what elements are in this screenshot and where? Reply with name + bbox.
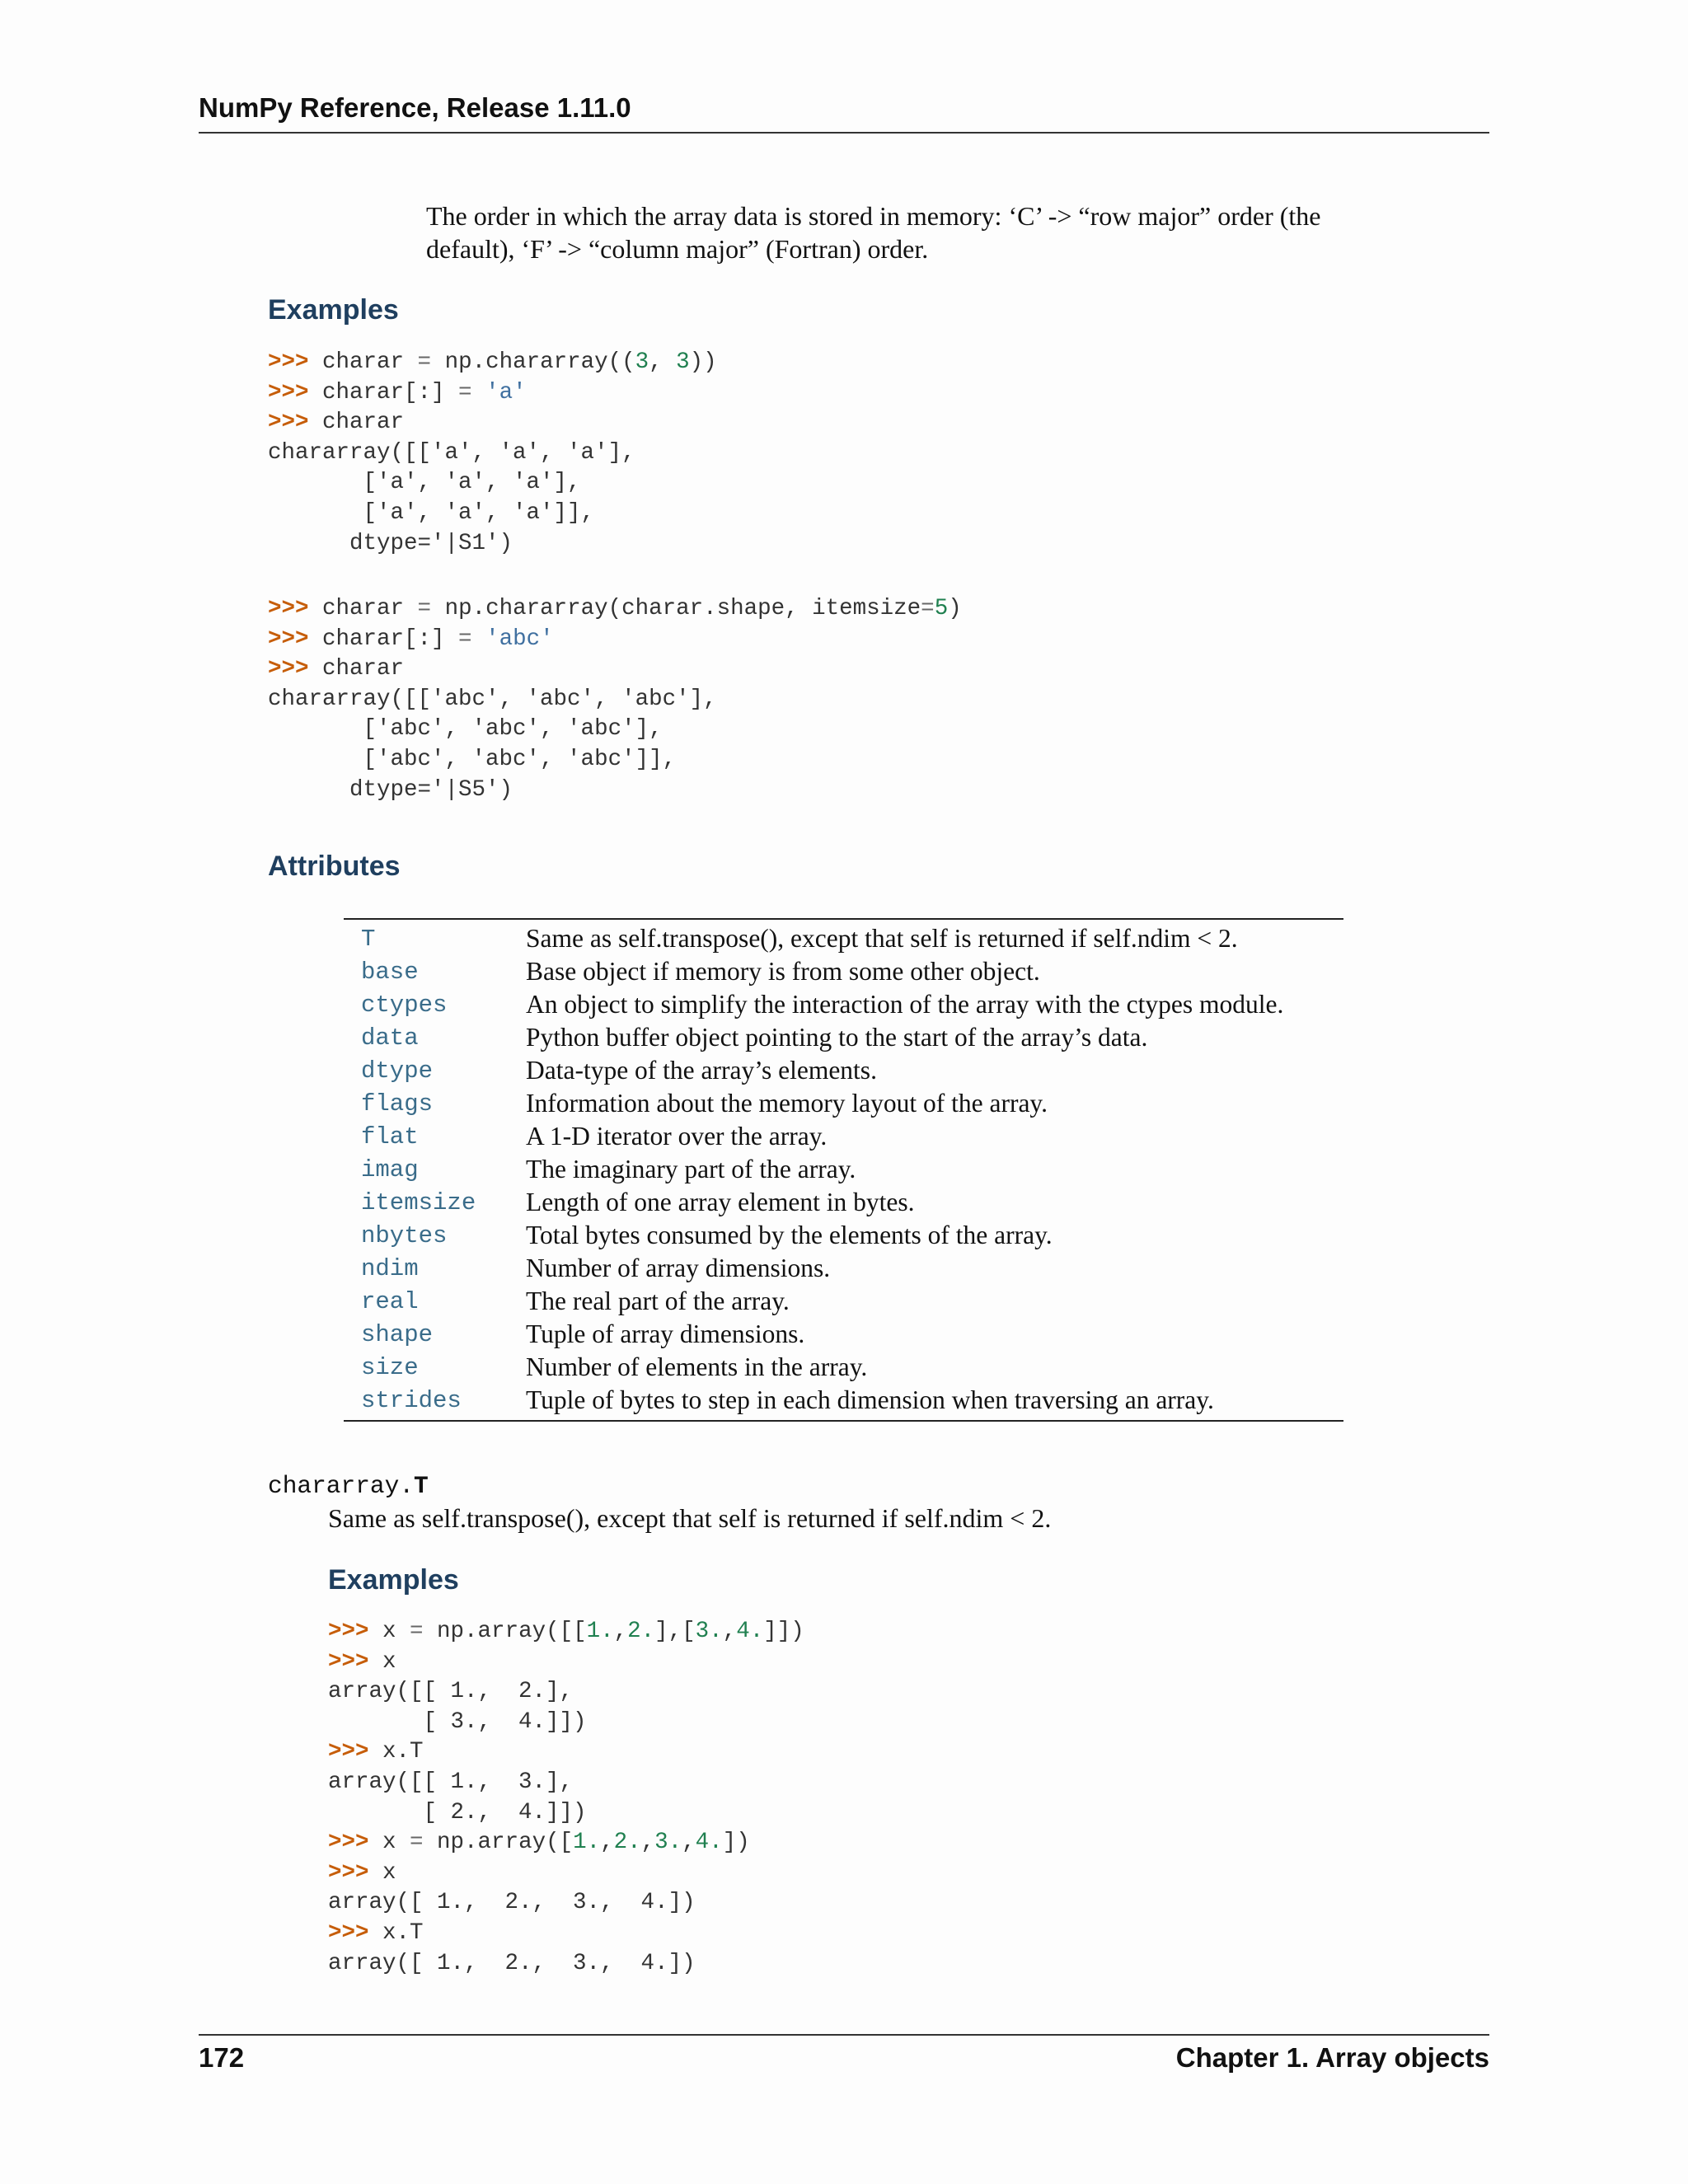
- code-token: [472, 626, 486, 652]
- attribute-description: Same as self.transpose(), except that self is returned if self.ndim < 2.: [526, 924, 1238, 953]
- code-token: chararray([['a', 'a', 'a'],: [268, 439, 635, 466]
- attribute-description: Number of array dimensions.: [526, 1254, 831, 1282]
- code-token: ): [948, 596, 962, 621]
- code-line: [328, 1798, 804, 1829]
- code-token: =: [417, 596, 432, 621]
- code-line: [328, 1647, 804, 1678]
- attribute-name-link[interactable]: imag: [361, 1155, 419, 1183]
- code-token: array([ 1., 2., 3., 4.]): [328, 1950, 696, 1976]
- code-block-1: [268, 348, 717, 559]
- attribute-name-link[interactable]: real: [361, 1287, 419, 1315]
- attribute-row: [344, 1054, 1343, 1087]
- code-token: ,: [600, 1830, 614, 1856]
- code-token: x: [382, 1648, 396, 1675]
- code-token: ['a', 'a', 'a'],: [268, 470, 581, 496]
- attribute-row: [344, 1384, 1343, 1417]
- code-prompt: >>>: [268, 379, 323, 405]
- attribute-row: [344, 988, 1343, 1021]
- attribute-name-link[interactable]: strides: [361, 1386, 462, 1414]
- code-token: charar: [322, 410, 405, 436]
- code-token: ]): [722, 1830, 750, 1856]
- code-token: ['abc', 'abc', 'abc']],: [268, 746, 677, 772]
- code-token: x: [382, 1619, 410, 1644]
- attribute-name-link[interactable]: itemsize: [361, 1188, 476, 1216]
- attribute-row: [344, 922, 1343, 955]
- examples-heading-2: Examples: [328, 1564, 459, 1596]
- order-text-line-1: The order in which the array data is stored in memory: ‘C’ -> “row major” order (the: [426, 201, 1321, 231]
- code-prompt: >>>: [328, 1739, 383, 1765]
- attribute-name-link[interactable]: data: [361, 1024, 419, 1052]
- attribute-name-link[interactable]: T: [361, 925, 376, 953]
- code-line: [268, 776, 962, 806]
- code-token: 5: [934, 596, 949, 621]
- code-line: [328, 1708, 804, 1738]
- code-prompt: >>>: [268, 596, 323, 621]
- code-line: [328, 1858, 804, 1889]
- code-line: [328, 1888, 804, 1919]
- code-token: 4.: [695, 1830, 723, 1856]
- attribute-name-link[interactable]: ctypes: [361, 991, 448, 1019]
- attribute-name-link[interactable]: flat: [361, 1122, 419, 1151]
- code-token: =: [458, 626, 472, 652]
- attribute-description: Number of elements in the array.: [526, 1352, 868, 1381]
- running-footer: [199, 2034, 1489, 2074]
- code-token: =: [410, 1830, 424, 1856]
- code-line: [268, 594, 962, 625]
- attribute-name-link[interactable]: flags: [361, 1090, 434, 1118]
- code-token: charar: [322, 349, 418, 375]
- signature-name: T: [414, 1472, 429, 1500]
- code-token: ['abc', 'abc', 'abc'],: [268, 716, 663, 743]
- code-token: 2.: [613, 1830, 641, 1856]
- code-token: np.array([[: [423, 1619, 587, 1644]
- code-token: =: [458, 379, 472, 405]
- code-token: 1.: [586, 1619, 614, 1644]
- attributes-table: [344, 918, 1343, 1422]
- attribute-row: [344, 1285, 1343, 1318]
- code-line: [268, 499, 717, 529]
- code-token: 1.: [573, 1830, 601, 1856]
- code-token: ,: [722, 1619, 737, 1644]
- code-token: ,: [682, 1830, 696, 1856]
- attribute-name-link[interactable]: nbytes: [361, 1221, 448, 1249]
- code-token: [ 2., 4.]]): [328, 1799, 587, 1825]
- code-token: 3: [635, 349, 649, 375]
- code-prompt: >>>: [268, 349, 323, 375]
- code-line: [268, 529, 717, 560]
- code-line: [268, 715, 962, 745]
- code-prompt: >>>: [328, 1859, 383, 1886]
- code-token: dtype='|S5'): [268, 776, 513, 803]
- chapter-title: Chapter 1. Array objects: [1175, 2042, 1489, 2073]
- examples-heading: Examples: [268, 294, 399, 326]
- attribute-name-link[interactable]: size: [361, 1353, 419, 1381]
- code-prompt: >>>: [328, 1919, 383, 1946]
- code-token: [472, 380, 486, 405]
- attribute-row: [344, 1219, 1343, 1252]
- order-parameter-description: [426, 199, 1415, 265]
- code-line: [268, 685, 962, 715]
- attribute-row: [344, 1252, 1343, 1285]
- code-token: charar: [322, 596, 418, 621]
- code-token: np.chararray(charar.shape, itemsize: [431, 596, 921, 621]
- attribute-description: Tuple of bytes to step in each dimension when traversing an array.: [526, 1385, 1214, 1414]
- code-token: array([[ 1., 2.],: [328, 1679, 574, 1705]
- code-line: [268, 378, 717, 409]
- code-token: array([ 1., 2., 3., 4.]): [328, 1890, 696, 1916]
- signature-prefix: chararray.: [268, 1472, 415, 1500]
- attribute-name-link[interactable]: ndim: [361, 1254, 419, 1282]
- code-token: ]]): [763, 1619, 804, 1644]
- code-prompt: >>>: [328, 1830, 383, 1856]
- code-line: [268, 745, 962, 776]
- attribute-description: Information about the memory layout of the array.: [526, 1089, 1048, 1118]
- attribute-row: [344, 1351, 1343, 1384]
- method-signature: [268, 1472, 429, 1500]
- code-token: ],[: [654, 1619, 696, 1644]
- code-line: [328, 1677, 804, 1708]
- order-text-line-2: default), ‘F’ -> “column major” (Fortran) order.: [426, 234, 929, 264]
- attribute-row: [344, 1087, 1343, 1120]
- attribute-name-link[interactable]: base: [361, 958, 419, 986]
- code-token: 3.: [654, 1830, 682, 1856]
- code-token: x: [382, 1830, 410, 1856]
- code-token: [ 3., 4.]]): [328, 1708, 587, 1735]
- code-line: [268, 348, 717, 378]
- code-line: [268, 438, 717, 469]
- code-line: [328, 1768, 804, 1798]
- code-token: 'a': [485, 379, 527, 405]
- code-line: [328, 1617, 804, 1647]
- code-token: x.T: [382, 1739, 424, 1765]
- code-prompt: >>>: [328, 1619, 383, 1644]
- code-token: x: [382, 1859, 396, 1886]
- code-token: np.chararray((: [431, 349, 635, 375]
- code-block-3: [328, 1617, 804, 1979]
- code-line: [268, 408, 717, 438]
- attribute-description: An object to simplify the interaction of the array with the ctypes module.: [526, 990, 1284, 1019]
- code-line: [328, 1828, 804, 1858]
- attribute-description: Data-type of the array’s elements.: [526, 1056, 877, 1085]
- code-token: ,: [649, 349, 677, 375]
- attribute-description: A 1-D iterator over the array.: [526, 1122, 828, 1151]
- attribute-row: [344, 1186, 1343, 1219]
- code-token: =: [921, 596, 935, 621]
- code-token: 3.: [695, 1619, 723, 1644]
- code-token: )): [689, 349, 717, 375]
- code-token: ,: [640, 1830, 655, 1856]
- code-token: charar[:]: [322, 626, 459, 652]
- attribute-row: [344, 1021, 1343, 1054]
- code-block-2: [268, 594, 962, 805]
- code-token: np.array([: [423, 1830, 574, 1856]
- code-line: [328, 1737, 804, 1768]
- attribute-name-link[interactable]: dtype: [361, 1057, 434, 1085]
- page-number: 172: [199, 2042, 245, 2073]
- running-header: [199, 92, 1489, 134]
- code-token: =: [417, 349, 432, 375]
- code-token: x.T: [382, 1919, 424, 1946]
- code-token: =: [410, 1619, 424, 1644]
- code-prompt: >>>: [328, 1648, 383, 1675]
- attribute-description: Length of one array element in bytes.: [526, 1188, 915, 1216]
- code-token: ['a', 'a', 'a']],: [268, 499, 595, 526]
- attributes-heading: Attributes: [268, 851, 401, 882]
- code-prompt: >>>: [268, 626, 323, 652]
- attribute-row: [344, 1153, 1343, 1186]
- code-token: charar: [322, 656, 405, 682]
- attribute-description: The imaginary part of the array.: [526, 1155, 856, 1183]
- code-line: [268, 468, 717, 499]
- code-token: charar[:]: [322, 379, 459, 405]
- code-line: [328, 1949, 804, 1980]
- attribute-description: Tuple of array dimensions.: [526, 1319, 805, 1348]
- attribute-description: The real part of the array.: [526, 1286, 790, 1315]
- header-title: NumPy Reference, Release 1.11.0: [199, 92, 631, 123]
- attribute-description: Python buffer object pointing to the start of the array’s data.: [526, 1023, 1148, 1052]
- code-token: ,: [613, 1619, 628, 1644]
- code-token: chararray([['abc', 'abc', 'abc'],: [268, 686, 717, 712]
- code-line: [268, 654, 962, 685]
- code-prompt: >>>: [268, 410, 323, 436]
- code-token: 4.: [736, 1619, 764, 1644]
- attribute-name-link[interactable]: shape: [361, 1320, 434, 1348]
- code-line: [268, 625, 962, 655]
- signature-description: Same as self.transpose(), except that self is returned if self.ndim < 2.: [328, 1503, 1052, 1533]
- code-line: [328, 1919, 804, 1949]
- attribute-description: Base object if memory is from some other object.: [526, 957, 1040, 986]
- code-token: dtype='|S1'): [268, 530, 513, 556]
- code-token: 2.: [627, 1619, 655, 1644]
- attribute-row: [344, 1318, 1343, 1351]
- code-token: 3: [676, 349, 690, 375]
- attribute-description: Total bytes consumed by the elements of the array.: [526, 1221, 1053, 1249]
- code-prompt: >>>: [268, 656, 323, 682]
- code-token: array([[ 1., 3.],: [328, 1769, 574, 1795]
- attribute-row: [344, 1120, 1343, 1153]
- code-token: 'abc': [485, 626, 554, 652]
- attribute-row: [344, 955, 1343, 988]
